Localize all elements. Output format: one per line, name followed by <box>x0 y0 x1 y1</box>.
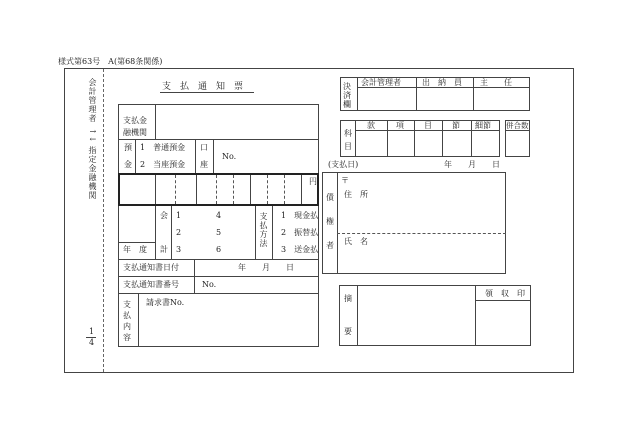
notice-date-value[interactable]: 年 月 日 <box>238 263 294 272</box>
notice-date-label: 支払通知書日付 <box>123 263 179 272</box>
account-label-1: 口 <box>200 143 208 152</box>
deposit-label-1: 預 <box>124 143 132 152</box>
kei-label: 計 <box>160 245 168 254</box>
deposit-option-2[interactable]: 2 当座預金 <box>140 160 186 169</box>
col-line <box>135 139 136 173</box>
side-arrow: ↑↓ <box>88 128 97 144</box>
row-line <box>118 139 319 140</box>
kai-num-3: 3 <box>176 245 182 254</box>
deposit-option-1[interactable]: 1 普通預金 <box>140 143 186 152</box>
creditor-label: 債権者 <box>326 193 334 250</box>
col-line <box>387 120 388 157</box>
col-line <box>272 206 273 259</box>
amount-divider <box>284 175 285 204</box>
nendo-label: 年 度 <box>123 245 147 254</box>
kai-num-1: 1 <box>176 211 182 220</box>
col-line <box>138 293 139 347</box>
invoice-label[interactable]: 請求書No. <box>146 298 185 307</box>
kai-num-6: 6 <box>216 245 222 254</box>
approval-label: 決済欄 <box>343 82 351 109</box>
subject-label: 科目 <box>344 129 352 151</box>
amount-divider <box>267 175 268 204</box>
col-line <box>357 285 358 346</box>
kai-num-5: 5 <box>216 228 222 237</box>
amount-divider <box>175 175 176 204</box>
subject-col-kan: 款 <box>367 121 375 130</box>
pay-date-value[interactable]: 年 月 日 <box>444 160 500 169</box>
row-line <box>505 130 530 131</box>
col-line <box>195 139 196 173</box>
notice-number-label: 支払通知書番号 <box>123 280 179 289</box>
summary-label-1: 摘 <box>344 294 352 303</box>
row-line <box>475 300 531 301</box>
amount-divider <box>233 175 234 204</box>
account-no[interactable]: No. <box>222 152 237 161</box>
amount-divider <box>196 175 197 204</box>
amount-divider <box>250 175 251 204</box>
col-line <box>155 206 156 259</box>
subject-col-saisetsu: 細節 <box>475 121 491 130</box>
amount-divider <box>216 175 217 204</box>
method-option-2[interactable]: 2 振替払 <box>281 228 319 237</box>
row-line <box>118 259 319 260</box>
side-bottom-label: 指定金融機関 <box>88 146 97 200</box>
title-underline <box>160 92 254 93</box>
col-line <box>471 120 472 157</box>
notice-number-value[interactable]: No. <box>202 280 217 289</box>
row-line <box>355 130 500 131</box>
col-line <box>155 104 156 139</box>
kai-num-4: 4 <box>216 211 222 220</box>
content-label: 支払内容 <box>123 300 131 342</box>
col-line <box>475 285 476 346</box>
row-line <box>118 293 319 294</box>
row-line <box>118 276 319 277</box>
col-line <box>355 120 356 157</box>
amount-box[interactable] <box>118 173 319 206</box>
summary-label-2: 要 <box>344 327 352 336</box>
method-option-3[interactable]: 3 送金払 <box>281 245 319 254</box>
amount-divider <box>155 175 156 204</box>
side-fraction-num: 1 <box>89 327 95 336</box>
name-label: 氏 名 <box>344 237 368 246</box>
kai-num-2: 2 <box>176 228 182 237</box>
receipt-stamp-label: 領 収 印 <box>485 289 525 298</box>
bank-label: 支払金融機関 <box>123 116 147 137</box>
row-line <box>118 242 155 243</box>
col-line <box>171 206 172 259</box>
col-line <box>337 172 338 274</box>
merge-label: 併合数 <box>506 121 529 130</box>
col-line <box>442 120 443 157</box>
deposit-label-2: 金 <box>124 160 132 169</box>
amount-divider <box>301 175 302 204</box>
kai-label: 会 <box>160 211 168 220</box>
row-line <box>357 87 530 88</box>
yen-label: 円 <box>309 177 317 186</box>
approval-col-1: 会計管理者 <box>361 78 401 87</box>
col-line <box>255 206 256 259</box>
approval-col-2: 出 納 員 <box>422 78 462 87</box>
form-number: 様式第63号 A(第68条関係) <box>58 57 163 66</box>
left-table <box>118 104 319 347</box>
col-line <box>213 139 214 173</box>
form-title: 支 払 通 知 票 <box>162 82 244 92</box>
subject-col-moku: 目 <box>424 121 432 130</box>
margin-divider <box>103 69 104 372</box>
subject-col-setsu: 節 <box>452 121 460 130</box>
approval-col-3: 主 任 <box>480 78 512 87</box>
postal-mark: 〒 <box>341 176 349 185</box>
col-line <box>416 77 417 111</box>
col-line <box>357 77 358 111</box>
address-label: 住 所 <box>344 190 368 199</box>
method-label: 支払方法 <box>259 212 268 248</box>
account-label-2: 座 <box>200 160 208 169</box>
col-line <box>473 77 474 111</box>
creditor-table <box>322 172 506 274</box>
pay-date-label: (支払日) <box>328 160 359 169</box>
side-top-label: 会計管理者 <box>88 78 97 123</box>
col-line <box>194 259 195 293</box>
side-fraction-den: 4 <box>89 338 95 347</box>
subject-col-kou: 項 <box>396 121 404 130</box>
method-option-1[interactable]: 1 現金払 <box>281 211 319 220</box>
creditor-divider <box>337 233 506 234</box>
col-line <box>414 120 415 157</box>
